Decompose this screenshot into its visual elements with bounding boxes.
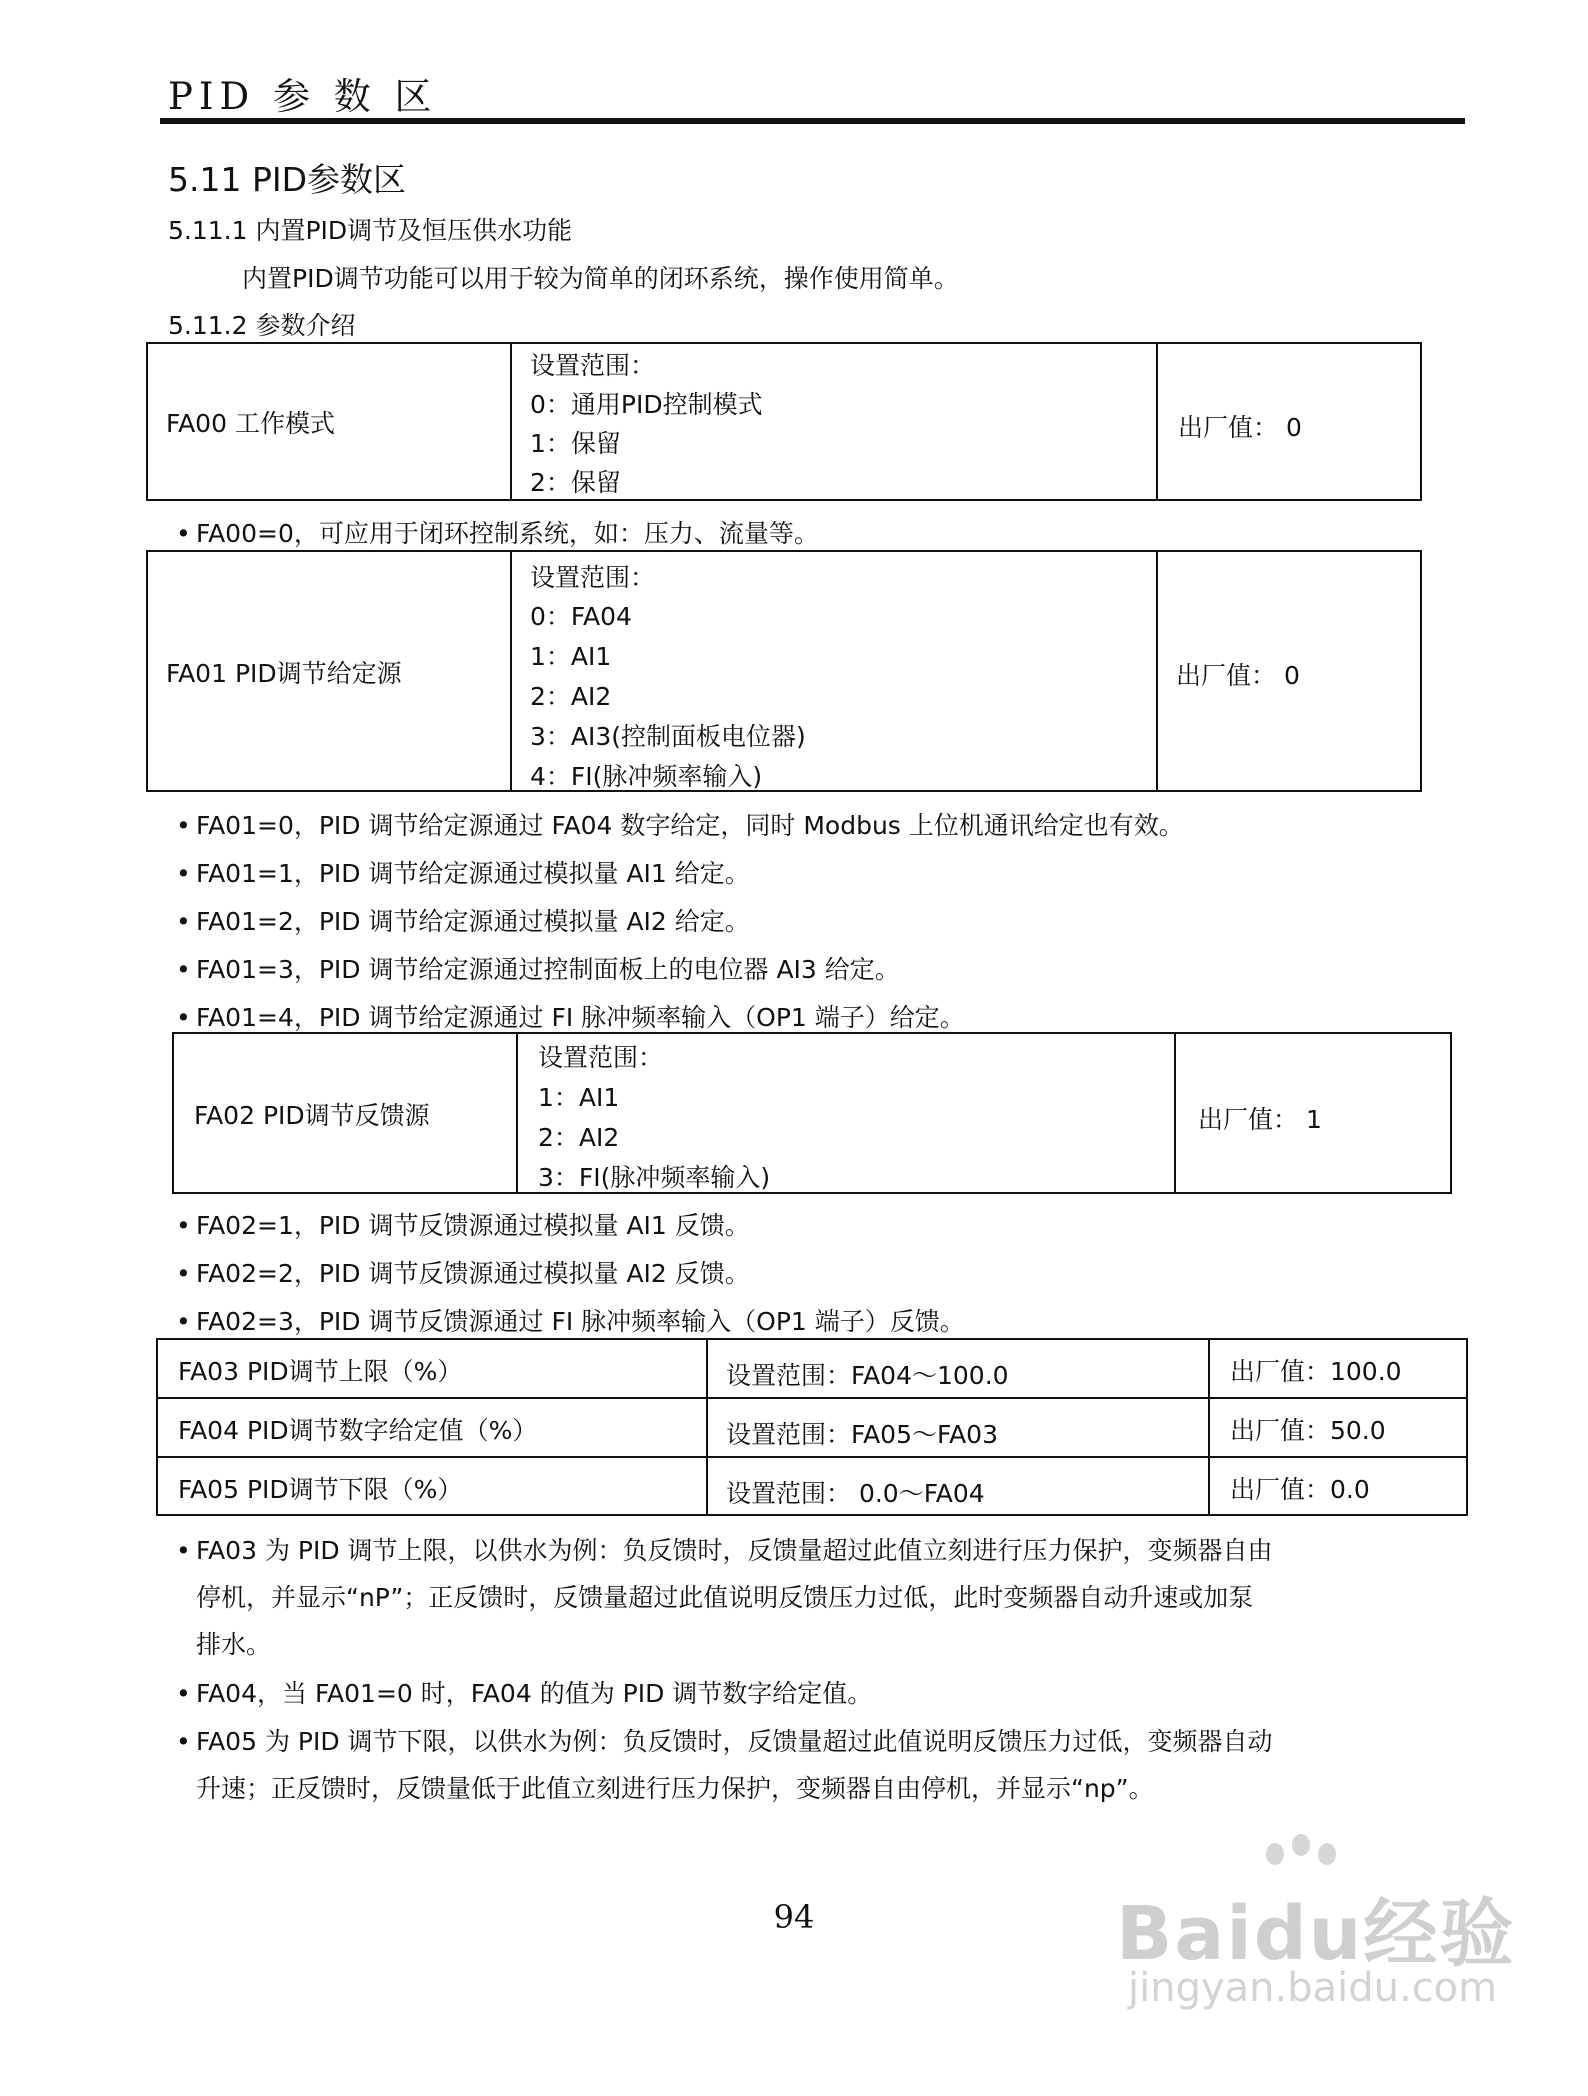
fa04-note-text: FA04，当 FA01=0 时，FA04 的值为 PID 调节数字给定值。 [196, 1679, 873, 1708]
fa05-note-line-0 [176, 1722, 1273, 1758]
page-header-title: PID 参 数 区 [168, 75, 438, 118]
bullet: • [176, 1536, 191, 1565]
fa00-default: 出厂值： 0 [1178, 413, 1302, 442]
fa01-note-4 [176, 998, 965, 1034]
fa01-name: FA01 PID调节给定源 [166, 659, 402, 688]
bullet: • [176, 519, 191, 548]
paw-icon [1292, 1834, 1310, 1856]
fa01-note-0-text: FA01=0，PID 调节给定源通过 FA04 数字给定，同时 Modbus 上位机通讯给定也有效。 [196, 811, 1184, 840]
fa01-note-3 [176, 950, 900, 986]
fa03-note-line-0 [176, 1531, 1273, 1567]
fa00-range-3: 2：保留 [530, 468, 621, 497]
fa02-note-0 [176, 1206, 750, 1242]
paw-icon [1318, 1843, 1336, 1865]
fa02-range-1: 1：AI1 [538, 1083, 620, 1112]
fa04-note [176, 1674, 872, 1710]
fa01-default: 出厂值： 0 [1176, 661, 1300, 690]
fa03-note-line-0-text: FA03 为 PID 调节上限，以供水为例：负反馈时，反馈量超过此值立刻进行压力保护，变频器自由 [196, 1536, 1273, 1565]
fa02-default: 出厂值： 1 [1198, 1105, 1322, 1134]
fa02-name: FA02 PID调节反馈源 [194, 1101, 430, 1130]
page-number: 94 [773, 1898, 815, 1936]
fa02-note-0-text: FA02=1，PID 调节反馈源通过模拟量 AI1 反馈。 [196, 1211, 750, 1240]
fa01-range-3: 2：AI2 [530, 682, 612, 711]
limits-row-1-name: FA04 PID调节数字给定值（%） [178, 1416, 538, 1445]
fa02-note-2 [176, 1302, 965, 1338]
fa02-note-1 [176, 1254, 750, 1290]
fa03-note-line-1: 停机，并显示“nP”；正反馈时，反馈量超过此值说明反馈压力过低，此时变频器自动升速或加泵 [196, 1583, 1254, 1612]
fa01-note-4-text: FA01=4，PID 调节给定源通过 FI 脉冲频率输入（OP1 端子）给定。 [196, 1003, 965, 1032]
limits-row-2-range: 设置范围： 0.0～FA04 [726, 1479, 985, 1508]
watermark-logo: Baidu经验 [1116, 1891, 1516, 1977]
fa00-note [176, 514, 819, 550]
fa01-note-1-text: FA01=1，PID 调节给定源通过模拟量 AI1 给定。 [196, 859, 750, 888]
bullet: • [176, 1211, 191, 1240]
fa01-range-2: 1：AI1 [530, 642, 612, 671]
bullet: • [176, 955, 191, 984]
limits-row-2-default: 出厂值：0.0 [1230, 1475, 1370, 1504]
fa01-note-2-text: FA01=2，PID 调节给定源通过模拟量 AI2 给定。 [196, 907, 750, 936]
intro-paragraph: 内置PID调节功能可以用于较为简单的闭环系统，操作使用简单。 [242, 264, 959, 293]
header-rule [160, 118, 1465, 124]
bullet: • [176, 1003, 191, 1032]
limits-row-1-range: 设置范围：FA05～FA03 [726, 1420, 998, 1449]
fa02-range-3: 3：FI(脉冲频率输入) [538, 1163, 771, 1192]
bullet: • [176, 811, 191, 840]
limits-row-2-name: FA05 PID调节下限（%） [178, 1475, 463, 1504]
fa00-range-0: 设置范围： [530, 351, 656, 380]
subsection-title-2: 5.11.2 参数介绍 [168, 311, 356, 340]
bullet: • [176, 1679, 191, 1708]
fa00-range-1: 0：通用PID控制模式 [530, 390, 763, 419]
fa05-note-line-1: 升速；正反馈时，反馈量低于此值立刻进行压力保护，变频器自由停机，并显示“np”。 [196, 1774, 1154, 1803]
section-title: 5.11 PID参数区 [168, 160, 407, 199]
fa05-note-line-0-text: FA05 为 PID 调节下限，以供水为例：负反馈时，反馈量超过此值说明反馈压力过低，变频器自动 [196, 1727, 1273, 1756]
fa01-range-1: 0：FA04 [530, 602, 632, 631]
fa00-range-2: 1：保留 [530, 429, 621, 458]
fa03-note-line-2: 排水。 [196, 1630, 272, 1659]
limits-row-0-range: 设置范围：FA04～100.0 [726, 1361, 1009, 1390]
fa01-range-4: 3：AI3(控制面板电位器) [530, 722, 806, 751]
fa01-note-0 [176, 806, 1184, 842]
subsection-title-1: 5.11.1 内置PID调节及恒压供水功能 [168, 216, 573, 245]
limits-row-0-default: 出厂值：100.0 [1230, 1357, 1402, 1386]
bullet: • [176, 1259, 191, 1288]
fa00-name: FA00 工作模式 [166, 409, 335, 438]
bullet: • [176, 859, 191, 888]
bullet: • [176, 907, 191, 936]
bullet: • [176, 1307, 191, 1336]
bullet: • [176, 1727, 191, 1756]
fa00-note-text: FA00=0，可应用于闭环控制系统，如：压力、流量等。 [196, 519, 819, 548]
paw-icon [1266, 1843, 1284, 1865]
fa02-range-0: 设置范围： [538, 1043, 664, 1072]
fa02-note-2-text: FA02=3，PID 调节反馈源通过 FI 脉冲频率输入（OP1 端子）反馈。 [196, 1307, 965, 1336]
limits-row-0-name: FA03 PID调节上限（%） [178, 1357, 463, 1386]
limits-row-1-default: 出厂值：50.0 [1230, 1416, 1386, 1445]
watermark-url: jingyan.baidu.com [1128, 1965, 1498, 2011]
fa01-range-5: 4：FI(脉冲频率输入) [530, 762, 763, 791]
fa01-note-1 [176, 854, 750, 890]
fa02-range-2: 2：AI2 [538, 1123, 620, 1152]
fa01-note-2 [176, 902, 750, 938]
fa01-range-0: 设置范围： [530, 563, 656, 592]
fa01-note-3-text: FA01=3，PID 调节给定源通过控制面板上的电位器 AI3 给定。 [196, 955, 900, 984]
fa02-note-1-text: FA02=2，PID 调节反馈源通过模拟量 AI2 反馈。 [196, 1259, 750, 1288]
